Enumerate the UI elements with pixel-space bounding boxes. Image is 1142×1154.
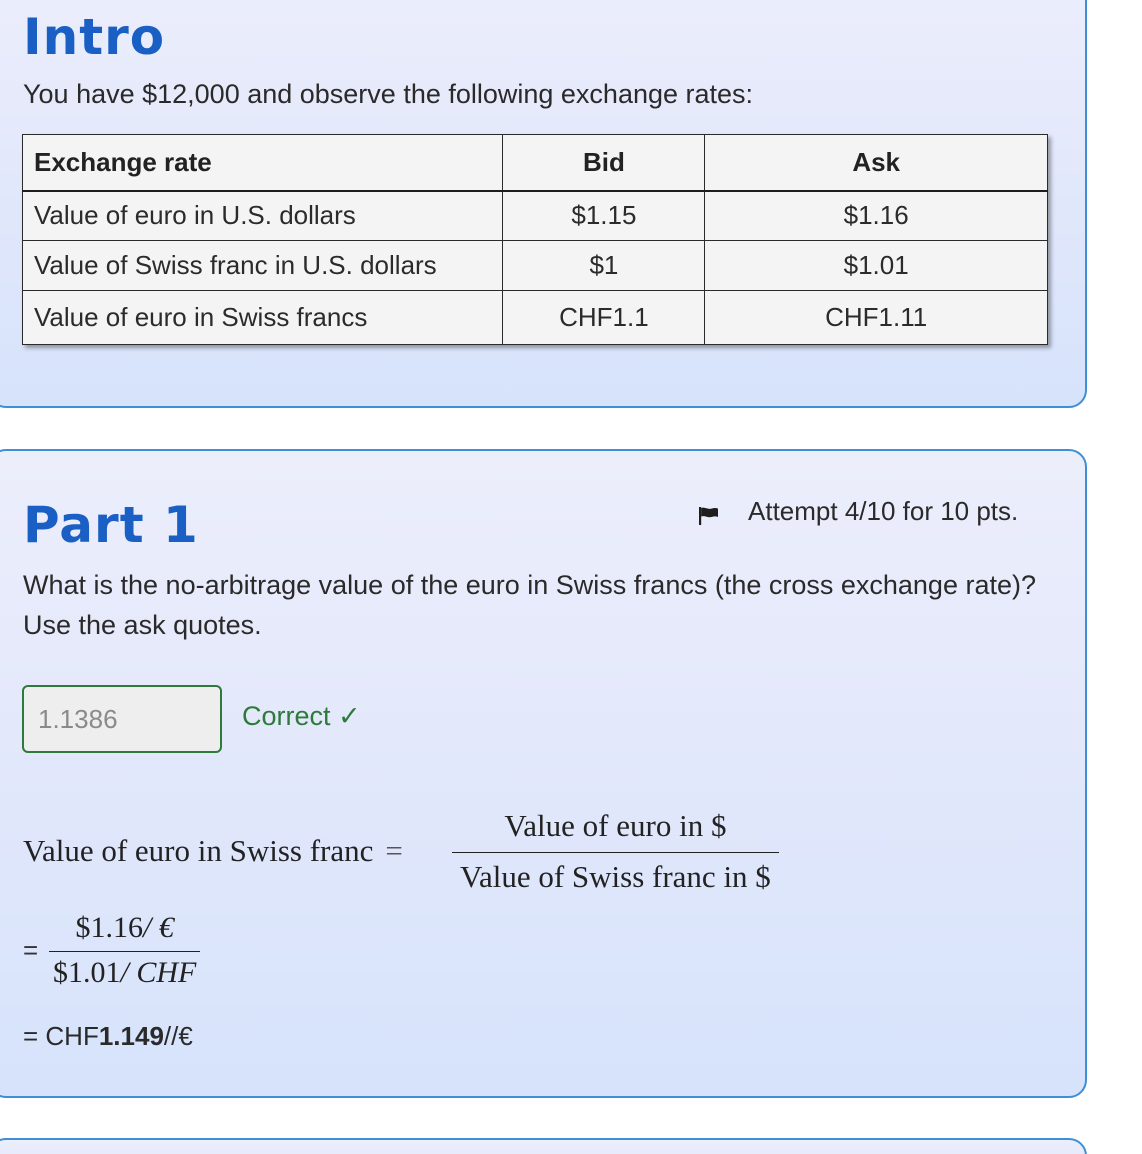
values-numerator [72, 911, 178, 951]
ask-value: CHF1.11 [705, 291, 1048, 345]
ask-value: $1.01 [705, 241, 1048, 291]
equation-lhs [23, 833, 403, 869]
question-text: What is the no-arbitrage value of the euro in Swiss francs (the cross exchange rate)? Use the ask quotes. [23, 570, 1037, 640]
intro-text: You have $12,000 and observe the following exchange rates: [23, 79, 754, 109]
result-line [23, 1021, 193, 1052]
row-label: Value of Swiss franc in U.S. dollars [23, 241, 503, 291]
fraction-denominator: Value of Swiss franc in $ [460, 859, 771, 894]
result-prefix: = CHF [23, 1021, 99, 1051]
flag-icon[interactable] [698, 502, 720, 522]
part1-title: Part 1 [23, 496, 199, 554]
table-row [23, 291, 1048, 345]
part1-card [0, 449, 1087, 1098]
equation-fraction [452, 808, 779, 895]
fraction-numerator: Value of euro in $ [504, 808, 727, 843]
attempt-indicator [698, 496, 1018, 527]
row-label: Value of euro in U.S. dollars [23, 191, 503, 241]
answer-input[interactable] [22, 685, 222, 753]
header-exchange-rate: Exchange rate [23, 135, 503, 191]
numerator-amount: $1.16 [75, 911, 143, 944]
denominator-unit: / CHF [120, 956, 197, 989]
attempt-text: Attempt 4/10 for 10 pts. [748, 496, 1019, 526]
values-fraction [49, 911, 200, 990]
bid-value: $1 [503, 241, 705, 291]
row-label: Value of euro in Swiss francs [23, 291, 503, 345]
denominator-amount: $1.01 [53, 956, 121, 989]
result-value: 1.149 [98, 1021, 164, 1051]
table-row [23, 241, 1048, 291]
equation2-equals: = [23, 935, 39, 965]
equation-lhs-label: Value of euro in Swiss franc [23, 833, 374, 868]
intro-title: Intro [23, 8, 166, 66]
bid-value: CHF1.1 [503, 291, 705, 345]
values-denominator [49, 952, 200, 990]
ask-value: $1.16 [705, 191, 1048, 241]
correct-status: Correct ✓ [242, 701, 361, 731]
table-header-row [23, 135, 1048, 191]
intro-card [0, 0, 1087, 408]
table-row [23, 191, 1048, 241]
header-bid: Bid [503, 135, 705, 191]
header-ask: Ask [705, 135, 1048, 191]
bid-value: $1.15 [503, 191, 705, 241]
numerator-unit: / € [143, 911, 174, 944]
next-card [0, 1138, 1087, 1154]
exchange-rate-table [22, 134, 1048, 345]
result-suffix: //€ [163, 1021, 193, 1051]
equation-equals: = [385, 833, 403, 868]
